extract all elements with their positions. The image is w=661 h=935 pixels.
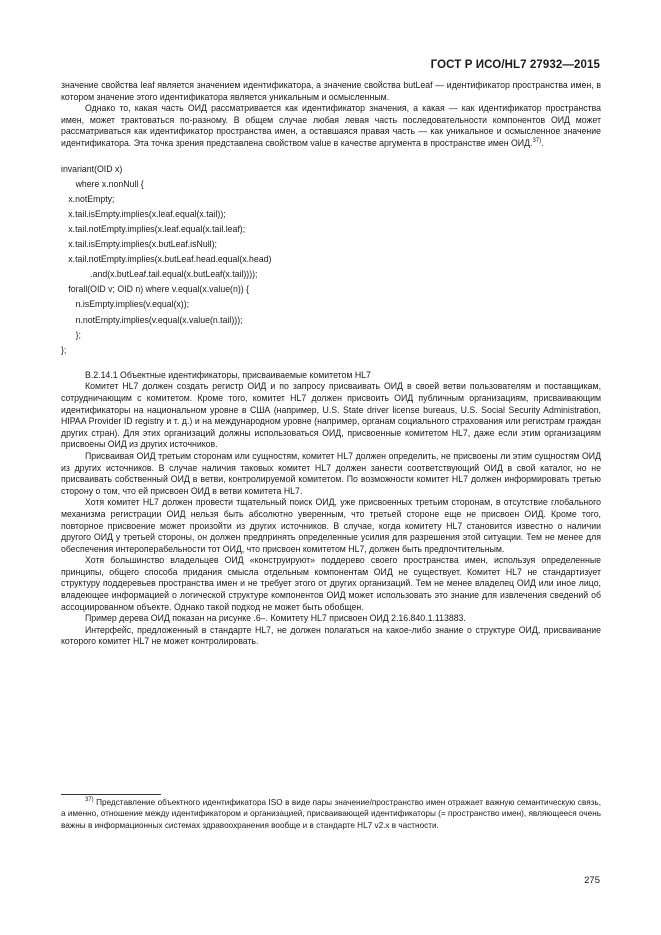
paragraph: Комитет HL7 должен создать регистр ОИД и по запросу присваивать ОИД в своей ветви пользователям и поставщикам, сотрудничающим с комитетом. Кроме того, комитет HL7 должен присвоить ОИД публичным организациям, присваивающим идентификаторы на национальном уровне в США (например, U.S. State driver license bureaus, U.S. Social Security Administration, HIPAA Provider ID registry и т. д.) и на международном уровне (например, органам социального страхования или регистрам граждан других стран). Для этих организаций должны использоваться ОИД, присвоенные комитетом HL7, даже если этим организациям присвоены ОИД из других источников. bbox=[61, 381, 601, 450]
code-line: invariant(OID x) bbox=[61, 163, 123, 174]
footnote-mark: 37) bbox=[85, 797, 94, 803]
footnote bbox=[61, 797, 601, 831]
invariant-code-block bbox=[61, 162, 601, 358]
paragraph: Присваивая ОИД третьим сторонам или сущностям, комитет HL7 должен определить, не присвоены ли этим сущностям ОИД из других источников. В случае наличия таковых комитет HL7 должен занести соответствующий ОИД в свой каталог, но не присваивать собственный ОИД в ветви, контролируемой комитетом. По возможности комитет HL7 должен информировать третью сторону о том, что ей присвоен ОИД в ветви комитета HL7. bbox=[61, 450, 601, 496]
code-line: }; bbox=[61, 329, 81, 340]
paragraph: Хотя комитет HL7 должен провести тщательный поиск ОИД, уже присвоенных третьим сторонам, в отсутствие глобального механизма регистрации ОИД нельзя быть абсолютно уверенным, что третьей стороне еще не присвоен ОИД. Кроме того, повторное присвоение может произойти из других источников. В случае, когда комитету HL7 становится известно о наличии другого ОИД у третьей стороны, он должен предпринять определенные усилия для разрешения этой ситуации. Тем не менее для обеспечения интероперабельности тот ОИД, что присвоен комитетом HL7, должен быть предпочтительным. bbox=[61, 497, 601, 554]
code-line: x.tail.notEmpty.implies(x.leaf.equal(x.tail.leaf); bbox=[61, 223, 246, 234]
code-line: x.tail.notEmpty.implies(x.butLeaf.head.equal(x.head) bbox=[61, 254, 272, 265]
code-line: }; bbox=[61, 344, 67, 355]
code-line: .and(x.butLeaf.tail.equal(x.butLeaf(x.tail)))); bbox=[61, 269, 258, 280]
section-title: B.2.14.1 Объектные идентификаторы, присваиваемые комитетом HL7 bbox=[85, 369, 371, 380]
code-line: n.isEmpty.implies(v.equal(x)); bbox=[61, 299, 190, 310]
paragraph: Интерфейс, предложенный в стандарте HL7, не должен полагаться на какое-либо знание о структуре ОИД, присваивание которого комитет HL7 не может контролировать. bbox=[61, 624, 601, 647]
paragraph: Хотя большинство владельцев ОИД «конструируют» поддерево своего пространства имен, используя определенные принципы, общего способа придания смысла отдельным компонентам ОИД не существует. Комитет HL7 не стандартизует структуру поддеревьев пространства имен и не требует этого от других организаций. Тем не менее владелец ОИД или иное лицо, владеющее информацией о логической структуре компонентов ОИД может использовать это знание для извлечения сведений об ассоциированном объекте. Однако такой подход не может быть обобщен. bbox=[61, 555, 601, 612]
page-body bbox=[61, 80, 601, 648]
code-line: x.tail.isEmpty.implies(x.butLeaf.isNull); bbox=[61, 239, 217, 250]
footnote-text: $^{37)}$ Представление объектного идентификатора ISO в виде пары значение/пространство имен отражает важную семантическую связь, а именно, отношение между идентификатором и организацией, присваивающей идентификаторы (= пространство имен), являющееся очень важны в информационных системах здравоохранения вообще и в стандарте HL7 v2.x в частности. bbox=[61, 797, 601, 830]
code-line: n.notEmpty.implies(v.equal(x.value(n.tail))); bbox=[61, 314, 243, 325]
intro-paragraph-1: значение свойства leaf является значением идентификатора, а значение свойства butLeaf — идентификатор пространства имен, в котором значение этого идентификатора является уникальным и осмысленным. bbox=[61, 80, 601, 102]
document-id-header: ГОСТ Р ИСО/HL7 27932—2015 bbox=[430, 59, 600, 71]
paragraph: Пример дерева ОИД показан на рисунке .6–. Комитету HL7 присвоен ОИД 2.16.840.1.113883. bbox=[85, 613, 466, 624]
code-line: x.notEmpty; bbox=[61, 193, 115, 204]
footnote-divider bbox=[61, 794, 161, 795]
page-number: 275 bbox=[584, 875, 600, 886]
code-line: where x.nonNull { bbox=[61, 178, 144, 189]
intro-paragraph-2: Однако то, какая часть ОИД рассматривается как идентификатор значения, а какая — как идентификатор пространства имен, может трактоваться по-разному. В общем случае любая левая часть последовательности компонентов ОИД может рассматриваться как идентификатор пространства имен, а оставшаяся правая часть — как уникальное и осмысленное значение идентификатора. Эта точка зрения представлена свойством value в качестве аргумента в пространстве имен ОИД.$^{37)}$. bbox=[61, 103, 601, 148]
code-line: x.tail.isEmpty.implies(x.leaf.equal(x.tail)); bbox=[61, 208, 226, 219]
footnote-ref: 37) bbox=[532, 137, 542, 144]
code-line: forall(OID v; OID n) where v.equal(x.value(n)) { bbox=[61, 284, 250, 295]
